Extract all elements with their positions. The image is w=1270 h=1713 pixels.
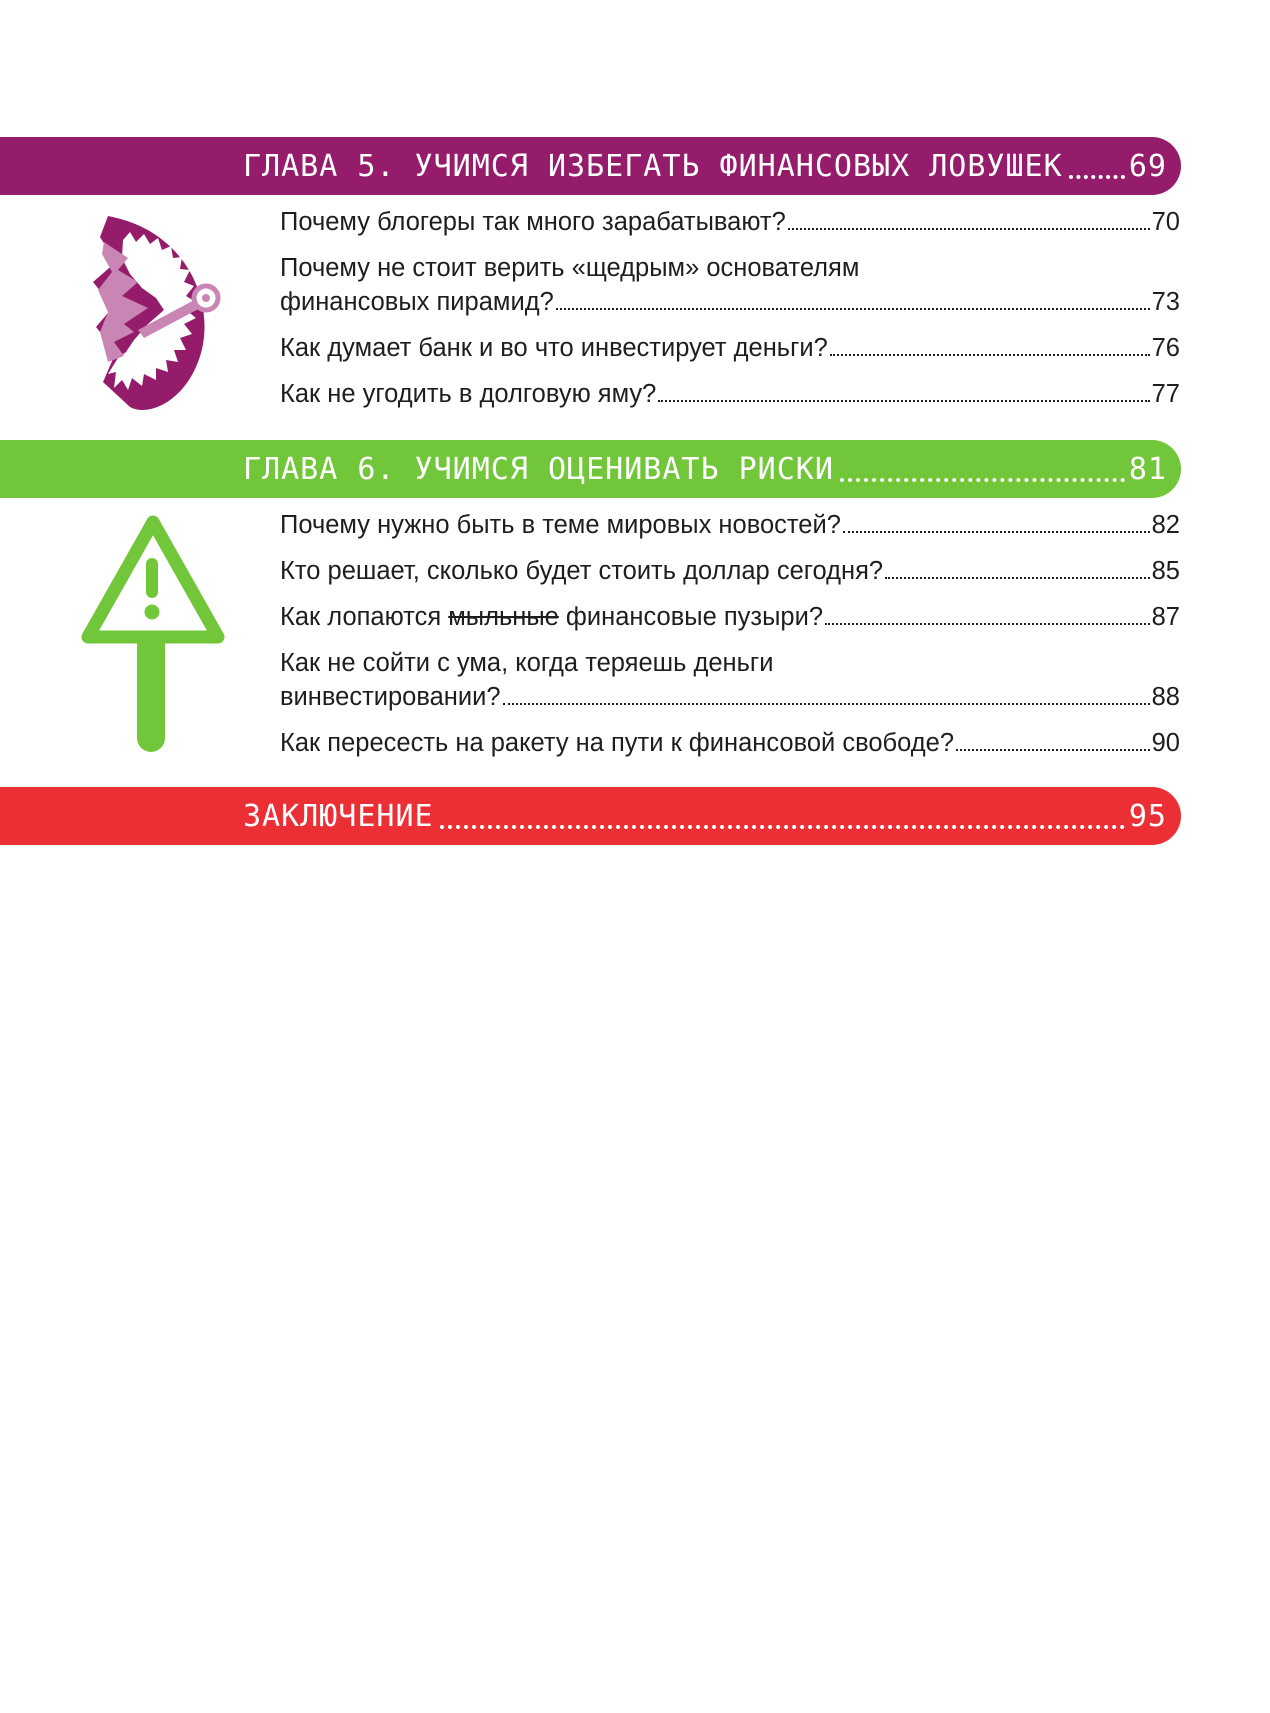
chapter-5-page: 69 (1128, 148, 1167, 184)
entry-page: 88 (1151, 683, 1180, 711)
dot-leader (830, 354, 1150, 356)
entry-title-line-1: Как не сойти с ума, когда теряешь деньги (280, 649, 774, 677)
chapter-6-title: ГЛАВА 6. УЧИМСЯ ОЦЕНИВАТЬ РИСКИ (243, 451, 834, 487)
entry-title-line-1: Почему не стоит верить «щедрым» основателям (280, 254, 860, 282)
toc-entry[interactable] (280, 726, 1180, 760)
toc-entry[interactable] (280, 377, 1180, 411)
chapter-6-page: 81 (1128, 451, 1167, 487)
entry-title: Как думает банк и во что инвестирует деньги? (280, 334, 828, 362)
warning-sign-icon (78, 512, 228, 752)
toc-entry[interactable] (280, 508, 1180, 542)
entry-page: 90 (1151, 729, 1180, 757)
dot-leader (843, 531, 1150, 533)
toc-entry[interactable] (280, 600, 1180, 634)
dot-leader (658, 400, 1149, 402)
entry-title-line-2: финансовых пирамид? (280, 288, 554, 316)
toc-entry[interactable] (280, 646, 1180, 714)
entry-page: 73 (1151, 288, 1180, 316)
toc-entry[interactable] (280, 251, 1180, 319)
entry-page: 70 (1151, 208, 1180, 236)
dot-leader (825, 623, 1150, 625)
bear-trap-icon (78, 212, 228, 417)
entry-title: Как пересесть на ракету на пути к финансовой свободе? (280, 729, 955, 757)
entry-page: 85 (1151, 557, 1180, 585)
dot-leader (840, 478, 1125, 482)
dot-leader (503, 703, 1150, 705)
dot-leader (556, 308, 1150, 310)
conclusion-heading-bar (0, 787, 1181, 845)
entry-title: Почему блогеры так много зарабатывают? (280, 208, 786, 236)
entry-title: Как не угодить в долговую яму? (280, 380, 657, 408)
conclusion-page: 95 (1128, 798, 1167, 834)
chapter-6-heading-bar (0, 440, 1181, 498)
struck-word: мыльные (448, 603, 559, 631)
toc-entry[interactable] (280, 554, 1180, 588)
toc-entry[interactable] (280, 205, 1180, 239)
conclusion-title: ЗАКЛЮЧЕНИЕ (243, 798, 434, 834)
dot-leader (1069, 175, 1125, 179)
dot-leader (788, 228, 1150, 230)
entry-page: 76 (1151, 334, 1180, 362)
dot-leader (440, 825, 1125, 829)
chapter-5-heading-bar (0, 137, 1181, 195)
dot-leader (885, 577, 1150, 579)
entry-page: 87 (1151, 603, 1180, 631)
entry-page: 77 (1151, 380, 1180, 408)
entry-page: 82 (1151, 511, 1180, 539)
entry-title: Кто решает, сколько будет стоить доллар сегодня? (280, 557, 884, 585)
toc-entry[interactable] (280, 331, 1180, 365)
dot-leader (956, 749, 1150, 751)
entry-title-part: Как лопаются (280, 603, 449, 631)
entry-title: Почему нужно быть в теме мировых новостей? (280, 511, 841, 539)
chapter-5-title: ГЛАВА 5. УЧИМСЯ ИЗБЕГАТЬ ФИНАНСОВЫХ ЛОВУШЕК (243, 148, 1063, 184)
entry-title-line-2: винвестировании? (280, 683, 501, 711)
entry-title-part: финансовые пузыри? (558, 603, 824, 631)
